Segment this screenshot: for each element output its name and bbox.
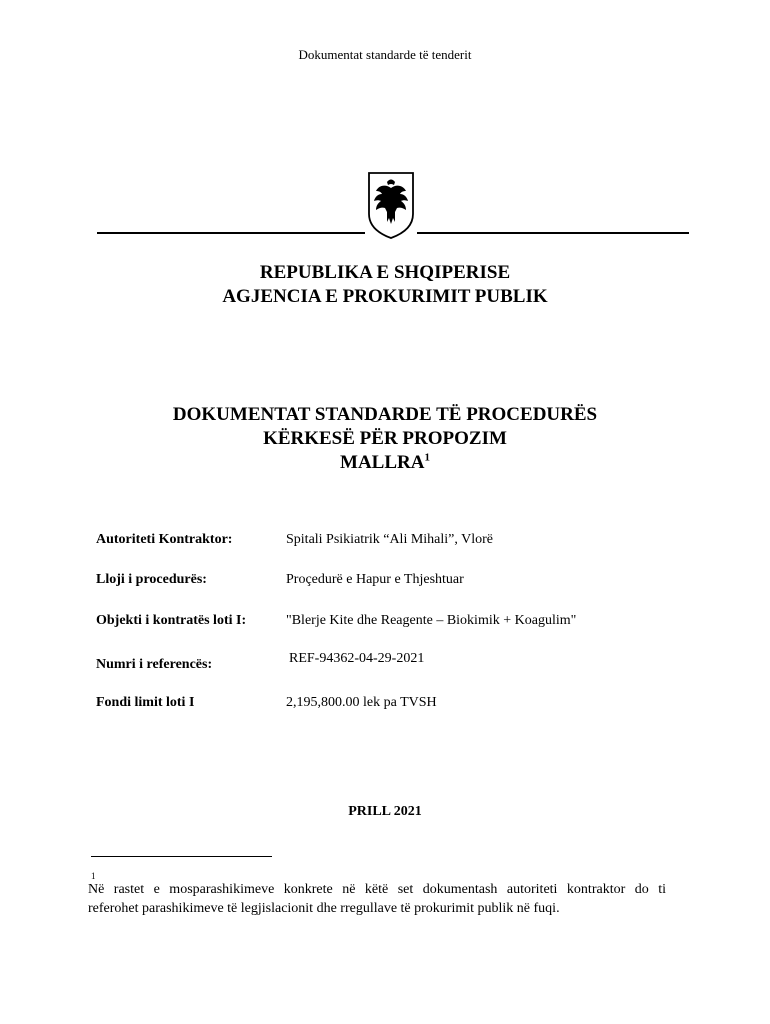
detail-label: Autoriteti Kontraktor: <box>96 532 233 547</box>
document-title-line-2: KËRKESË PËR PROPOZIM <box>263 428 507 449</box>
footnote-separator <box>91 856 272 857</box>
detail-label: Numri i referencës: <box>96 657 213 672</box>
footnote-reference: 1 <box>424 451 430 464</box>
footnote-line-1: Në rastet e mosparashikimeve konkrete në këtë set dokumentash autoriteti kontraktor do ti <box>88 882 666 897</box>
header-rule-right <box>417 232 689 234</box>
header-rule-left <box>97 232 365 234</box>
detail-label: Objekti i kontratës loti I: <box>96 613 247 628</box>
page-header: Dokumentat standarde të tenderit <box>298 47 472 62</box>
detail-value: "Blerje Kite dhe Reagente – Biokimik + Koagulim" <box>286 613 577 628</box>
detail-value: 2,195,800.00 lek pa TVSH <box>286 695 437 710</box>
document-title-line-1: DOKUMENTAT STANDARDE TË PROCEDURËS <box>172 404 598 425</box>
detail-value: Spitali Psikiatrik “Ali Mihali”, Vlorë <box>286 532 493 547</box>
footnote-text <box>88 880 666 918</box>
coat-of-arms-emblem <box>365 170 417 240</box>
detail-label: Lloji i procedurës: <box>96 572 207 587</box>
institution-line-1: REPUBLIKA E SHQIPERISE <box>259 262 511 283</box>
footnote-mark: 1 <box>91 871 96 881</box>
document-date: PRILL 2021 <box>348 804 422 819</box>
institution-line-2: AGJENCIA E PROKURIMIT PUBLIK <box>222 286 548 307</box>
detail-value: REF-94362-04-29-2021 <box>289 651 425 666</box>
document-title-mallra: MALLRA <box>340 452 425 473</box>
document-title-line-3 <box>0 452 770 474</box>
eagle-icon <box>365 170 417 240</box>
detail-value: Proçedurë e Hapur e Thjeshtuar <box>286 572 464 587</box>
footnote-line-2: referohet parashikimeve të legjislacionit dhe rregullave të prokurimit publik në fuqi. <box>88 901 560 916</box>
detail-label: Fondi limit loti I <box>96 695 195 710</box>
